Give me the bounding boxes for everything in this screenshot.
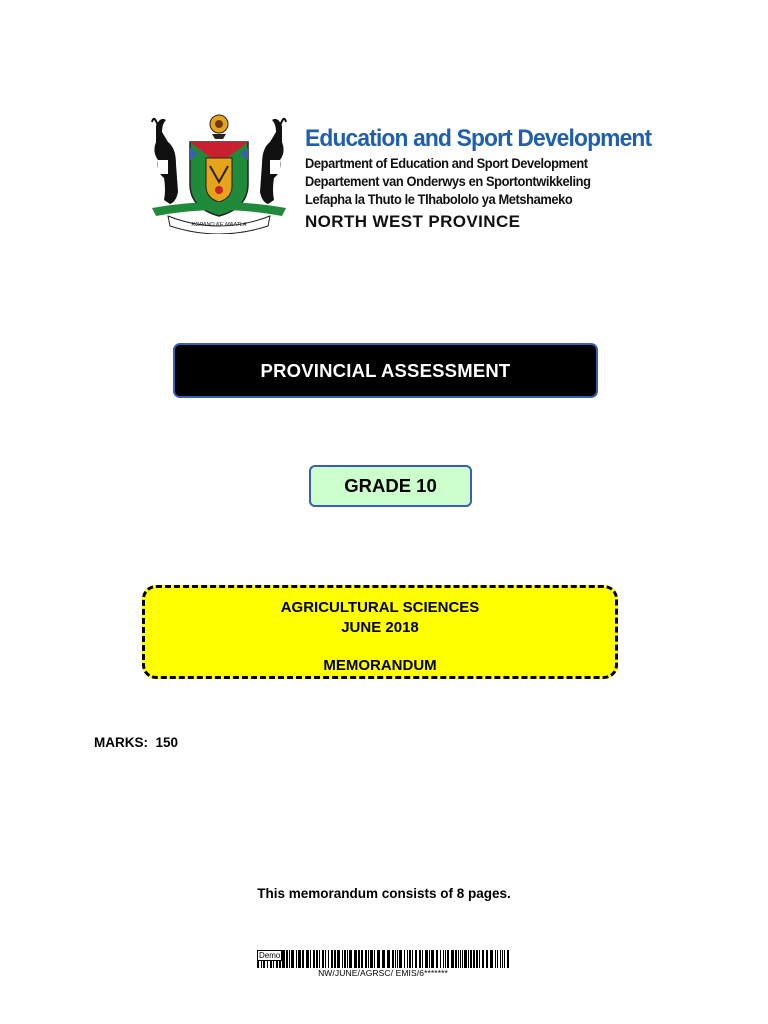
barcode-bar [443,950,444,968]
barcode-bar [387,950,390,968]
barcode-bar [358,950,360,968]
barcode-bar [479,950,480,968]
barcode-bar [431,950,434,968]
marks-line [94,735,178,750]
barcode-bar [354,950,357,968]
demo-tag: Demo [259,951,281,960]
barcode-bar [425,950,428,968]
barcode-bar [344,950,346,968]
barcode-bar [445,950,446,968]
subject-box [142,585,618,679]
barcode-bar [468,950,469,968]
barcode-block [257,950,509,978]
subject-name: AGRICULTURAL SCIENCES [280,599,480,616]
flower-crest [210,115,228,139]
barcode-bar [415,950,417,968]
barcode-bar [322,950,324,968]
barcode-bar [486,950,488,968]
dept-heading: Education and Sport Development [305,125,652,152]
barcode-bar [462,950,463,968]
barcode-bar [370,950,373,968]
barcode-bar [306,950,309,968]
assessment-title: PROVINCIAL ASSESSMENT [260,359,511,381]
barcode-bar [500,950,501,968]
barcode-bar [464,950,467,968]
department-header [305,124,652,233]
barcode-bar [422,950,423,968]
barcode-bar [377,950,380,968]
barcode-bar [289,950,290,968]
barcode-bar [460,950,461,968]
barcode-bar [296,950,297,968]
barcode-bar [490,950,493,968]
province-name: NORTH WEST PROVINCE [305,212,521,231]
barcode-bar [399,950,402,968]
barcode-bar [470,950,472,968]
barcode-bar [436,950,438,968]
dept-line-english: Department of Education and Sport Development [305,155,588,171]
barcode-bar [310,950,311,968]
motto-scroll [168,216,270,234]
barcode-bar [429,950,430,968]
barcode-bar [347,950,348,968]
pages-note: This memorandum consists of 8 pages. [257,886,511,901]
barcode-bar [337,950,340,968]
barcode-bar [476,950,478,968]
barcode-bar [407,950,408,968]
barcode-bar [497,950,498,968]
marks-value: 150 [155,735,179,750]
barcode-bar [502,950,503,968]
barcode-bar [302,950,304,968]
dept-line-afrikaans: Departement van Onderwys en Sportontwikkeling [305,173,591,189]
barcode-bar [361,950,363,968]
barcode-bar [395,950,396,968]
motto-text: KOPANO KE MAATLA [191,222,247,228]
barcode-bar [404,950,405,968]
barcode-bar [368,950,369,968]
dept-line-setswana: Lefapha la Thuto le Tlhabololo ya Metshameko [305,191,573,207]
barcode-bar [451,950,454,968]
barcode-bar [286,950,288,968]
barcode-bar [325,950,326,968]
barcode-bar [349,950,352,968]
coat-of-arms-logo [146,112,292,234]
exam-date: JUNE 2018 [341,619,419,636]
barcode-bar [419,950,421,968]
barcode-bar [282,950,285,968]
barcode-image [257,950,509,968]
barcode-bar [392,950,394,968]
barcode-code: NW/JUNE/AGRSC/ EMIS/6******* [318,968,448,978]
barcode-bar [412,950,413,968]
left-antelope [152,119,178,204]
assessment-title-box [173,343,598,398]
barcode-bar [319,950,320,968]
barcode-bar [440,950,441,968]
barcode-bar [504,950,505,968]
barcode-bar [458,950,459,968]
grade-box [309,465,472,507]
barcode-bar [291,950,294,968]
marks-label: MARKS: [94,735,148,750]
barcode-bar [397,950,398,968]
barcode-bar [313,950,315,968]
barcode-bar [409,950,411,968]
barcode-bar [365,950,367,968]
barcode-bar [374,950,375,968]
barcode-bar [328,950,329,968]
barcode-bar [334,950,336,968]
barcode-bar [495,950,496,968]
barcode-bar [447,950,449,968]
right-antelope [260,119,286,204]
document-type: MEMORANDUM [323,657,437,674]
barcode-bar [473,950,475,968]
barcode-bar [382,950,385,968]
barcode-bar [455,950,457,968]
barcode-bar [316,950,318,968]
barcode-bar [331,950,333,968]
barcode-bar [482,950,484,968]
barcode-bar [507,950,509,968]
barcode-bar [298,950,301,968]
grade-label: GRADE 10 [344,475,437,496]
barcode-bar [342,950,343,968]
